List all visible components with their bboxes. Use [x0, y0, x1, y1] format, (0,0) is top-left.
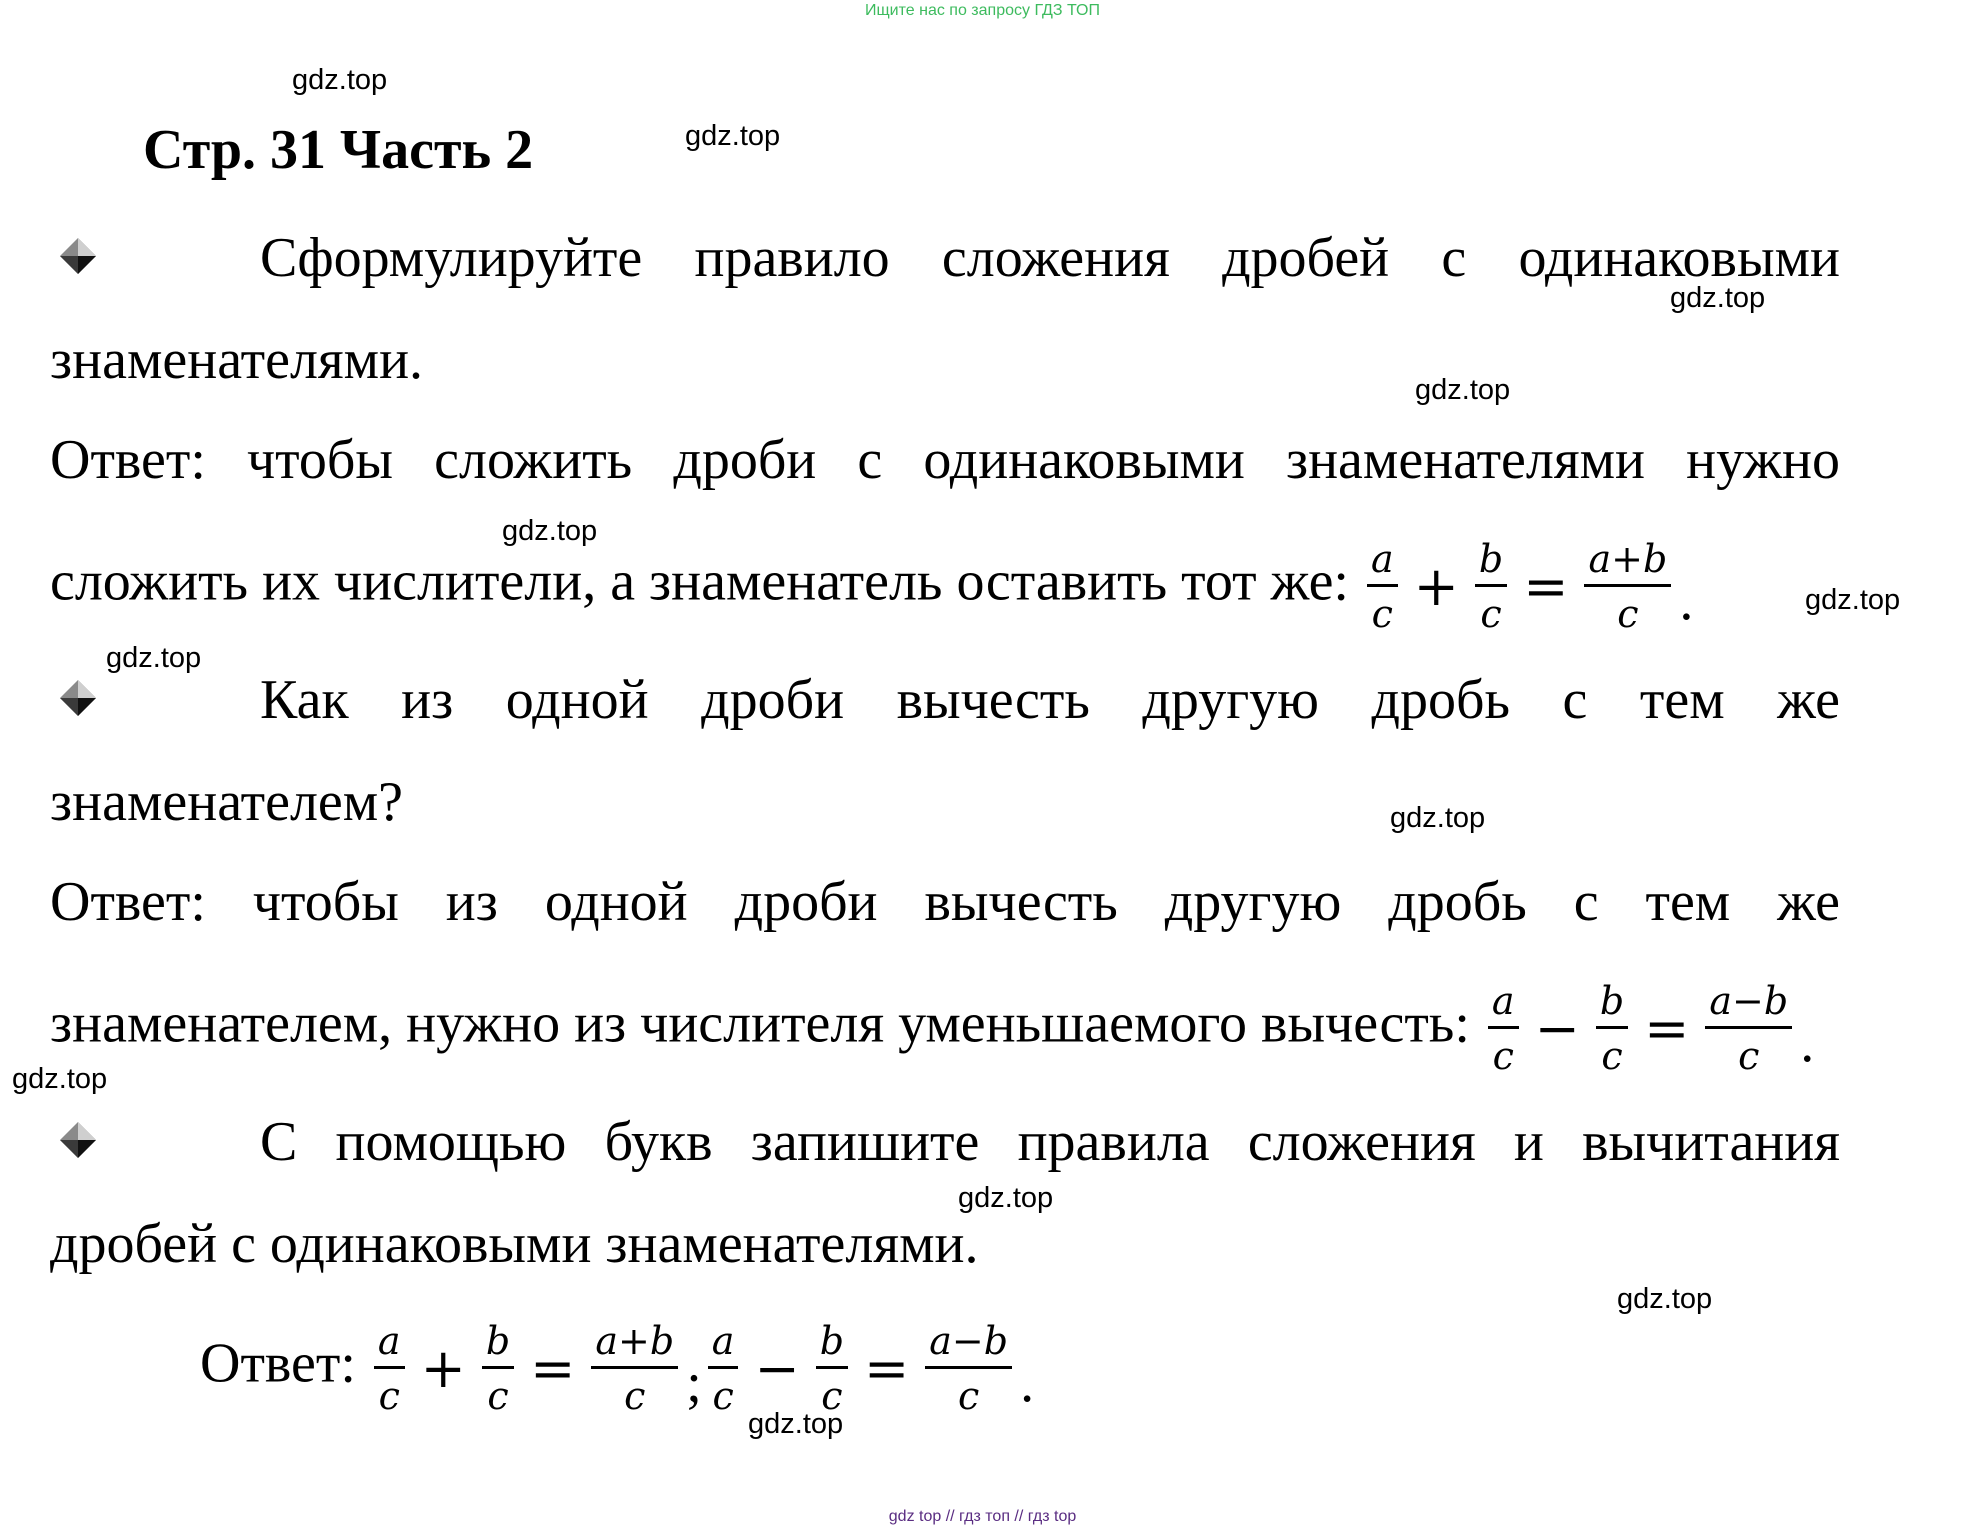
watermark: gdz.top	[1390, 802, 1486, 834]
watermark: gdz.top	[748, 1408, 844, 1440]
watermark: gdz.top	[1805, 584, 1901, 616]
answer-3	[200, 1319, 1600, 1418]
top-banner[interactable]: Ищите нас по запросу ГДЗ ТОП	[865, 2, 1100, 19]
fraction: $\frac{a+b}{c}$	[591, 1322, 678, 1415]
answer-1-line-2	[50, 537, 1840, 636]
fraction: $\frac{a+b}{c}$	[1584, 540, 1671, 633]
equals-sign: =	[864, 1336, 910, 1400]
question-3-line-1: С помощью букв запишите правила сложения и вычитания	[260, 1111, 1840, 1173]
question-1-line-1: Сформулируйте правило сложения дробей с одинаковыми	[260, 227, 1840, 289]
watermark: gdz.top	[12, 1063, 108, 1095]
answer-2-text: знаменателем, нужно из числителя уменьшаемого вычесть:	[50, 992, 1470, 1055]
rules-formula	[368, 1319, 1035, 1418]
plus-sign: +	[1413, 554, 1459, 618]
fraction: $\frac{b}{c}$	[482, 1322, 514, 1415]
semicolon: ;	[686, 1352, 702, 1414]
watermark: gdz.top	[502, 515, 598, 547]
fraction: $\frac{a}{c}$	[1488, 982, 1519, 1075]
period: .	[1679, 570, 1694, 632]
fraction: $\frac{b}{c}$	[1475, 540, 1507, 633]
fraction: $\frac{a-b}{c}$	[1705, 982, 1792, 1075]
watermark: gdz.top	[685, 120, 781, 152]
question-2-line-1: Как из одной дроби вычесть другую дробь с тем же	[260, 669, 1840, 731]
fraction: $\frac{a}{c}$	[1367, 540, 1398, 633]
subtraction-formula	[1482, 979, 1815, 1078]
watermark: gdz.top	[1670, 282, 1766, 314]
answer-1-text: сложить их числители, а знаменатель оставить тот же:	[50, 550, 1349, 613]
fraction: $\frac{a}{c}$	[374, 1322, 405, 1415]
watermark: gdz.top	[1617, 1283, 1713, 1315]
question-3-line-2: дробей с одинаковыми знаменателями.	[50, 1213, 979, 1275]
answer-2-line-2	[50, 979, 1840, 1078]
equals-sign: =	[1644, 996, 1690, 1060]
period: .	[1020, 1352, 1035, 1414]
watermark: gdz.top	[292, 64, 388, 96]
watermark: gdz.top	[958, 1182, 1054, 1214]
fraction: $\frac{b}{c}$	[1596, 982, 1628, 1075]
plus-sign: +	[420, 1336, 466, 1400]
fraction: $\frac{a-b}{c}$	[925, 1322, 1012, 1415]
question-2-line-2: знаменателем?	[50, 771, 404, 833]
addition-formula	[1361, 537, 1694, 636]
minus-sign: −	[754, 1336, 800, 1400]
minus-sign: −	[1534, 996, 1580, 1060]
footer-links[interactable]: gdz top // гдз топ // гдз top	[888, 1508, 1077, 1525]
question-1-line-2: знаменателями.	[50, 329, 424, 391]
answer-3-label: Ответ:	[200, 1332, 356, 1395]
equals-sign: =	[530, 1336, 576, 1400]
watermark: gdz.top	[1415, 374, 1511, 406]
fraction: $\frac{a}{c}$	[708, 1322, 739, 1415]
answer-1-line-1: Ответ: чтобы сложить дроби с одинаковыми знаменателями нужно	[50, 429, 1840, 491]
answer-2-line-1: Ответ: чтобы из одной дроби вычесть другую дробь с тем же	[50, 871, 1840, 933]
equals-sign: =	[1523, 554, 1569, 618]
page-title: Стр. 31 Часть 2	[143, 119, 534, 181]
fraction: $\frac{b}{c}$	[816, 1322, 848, 1415]
watermark: gdz.top	[106, 642, 202, 674]
period: .	[1800, 1012, 1815, 1074]
